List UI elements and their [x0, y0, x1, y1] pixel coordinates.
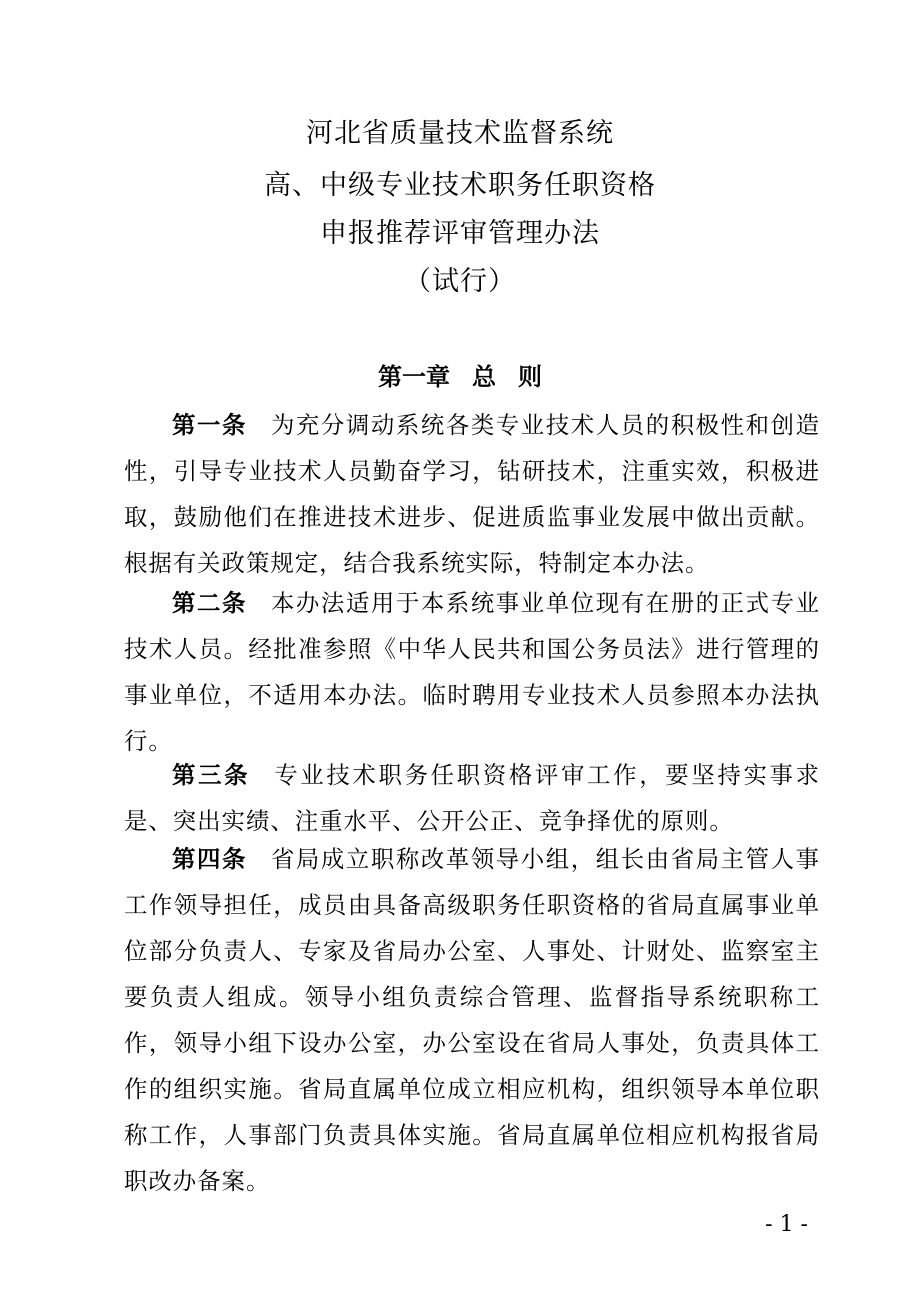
chapter-heading — [0, 357, 920, 397]
article-text: 为充分调动系统各类专业技术人员的积极性和创造性，引导专业技术人员勤奋学习，钻研技术，注重实效，积极进取，鼓励他们在推进技术进步、促进质监事业发展中做出贡献。根据有关政策规定，结合我系统实际，特制定本办法。 — [124, 411, 820, 577]
article-3 — [124, 752, 820, 844]
chapter-number: 第一章 — [378, 363, 450, 391]
title-line-2: 高、中级专业技术职务任职资格 — [264, 170, 656, 201]
article-2 — [124, 580, 820, 764]
article-text: 省局成立职称改革领导小组，组长由省局主管人事工作领导担任，成员由具备高级职务任职资格的省局直属事业单位部分负责人、专家及省局办公室、人事处、计财处、监察室主要负责人组成。领导小组负责综合管理、监督指导系统职称工作，领导小组下设办公室，办公室设在省局人事处，负责具体工作的组织实施。省局直属单位成立相应机构，组织领导本单位职称工作，人事部门负责具体实施。省局直属单位相应机构报省局职改办备案。 — [124, 845, 820, 1195]
page-number: - 1 - — [765, 1212, 808, 1237]
article-label: 第四条 — [172, 845, 247, 873]
title-line-3: 申报推荐评审管理办法 — [320, 218, 600, 249]
article-label: 第三条 — [172, 761, 251, 789]
article-label: 第二条 — [172, 589, 247, 617]
article-text: 专业技术职务任职资格评审工作，要坚持实事求是、突出实绩、注重水平、公开公正、竞争择优的原则。 — [124, 761, 821, 835]
title-trial-note: （试行） — [404, 266, 516, 297]
article-text: 本办法适用于本系统事业单位现有在册的正式专业技术人员。经批准参照《中华人民共和国公务员法》进行管理的事业单位，不适用本办法。临时聘用专业技术人员参照本办法执行。 — [124, 589, 820, 755]
title-line-1: 河北省质量技术监督系统 — [306, 118, 614, 149]
chapter-name-1: 总 — [472, 363, 496, 391]
article-label: 第一条 — [172, 411, 247, 439]
chapter-name-2: 则 — [518, 363, 542, 391]
article-1 — [124, 402, 820, 586]
article-4 — [124, 836, 820, 1204]
